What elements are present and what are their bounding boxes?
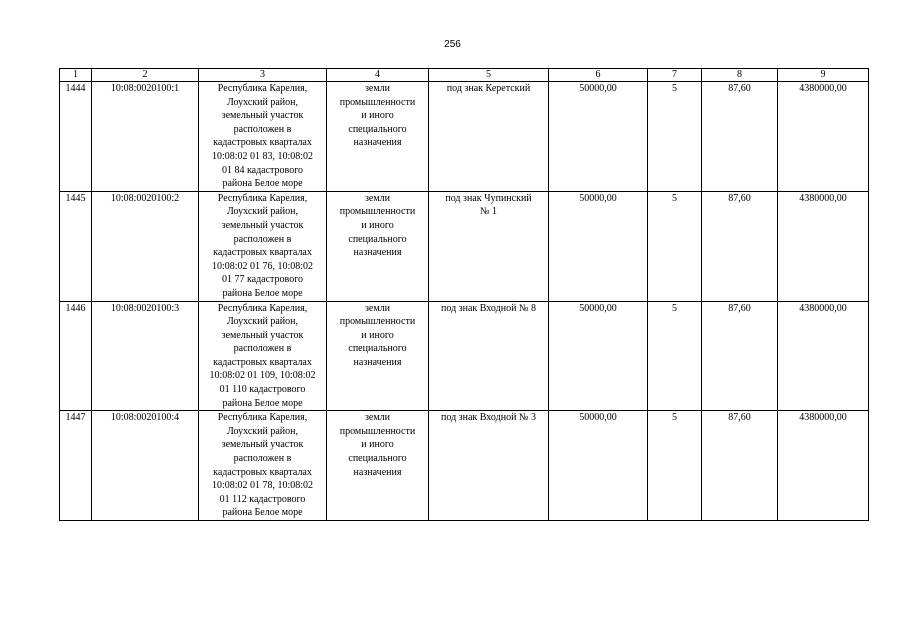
land-category-cell: земли промышленности и иного специального назначения — [327, 82, 429, 192]
table-row — [60, 411, 869, 521]
purpose-cell: под знак Входной № 8 — [429, 301, 549, 411]
table-row — [60, 301, 869, 411]
header-row — [60, 69, 869, 82]
page-number: 256 — [444, 39, 461, 50]
value-cell: 4380000,00 — [778, 301, 869, 411]
table-row — [60, 82, 869, 192]
column-header: 8 — [702, 69, 778, 82]
location-cell: Республика Карелия, Лоухский район, земельный участок расположен в кадастровых кварталах 10:08:02 01 109, 10:08:02 01 110 кадастрового района Белое море — [199, 301, 327, 411]
table-row — [60, 191, 869, 301]
purpose-cell: под знак Чупинский № 1 — [429, 191, 549, 301]
land-category-cell: земли промышленности и иного специального назначения — [327, 411, 429, 521]
location-cell: Республика Карелия, Лоухский район, земельный участок расположен в кадастровых кварталах 10:08:02 01 83, 10:08:02 01 84 кадастрового района Белое море — [199, 82, 327, 192]
area-cell: 50000,00 — [549, 191, 648, 301]
value-cell: 4380000,00 — [778, 82, 869, 192]
land-category-cell: земли промышленности и иного специального назначения — [327, 301, 429, 411]
purpose-cell: под знак Керетский — [429, 82, 549, 192]
coefficient-cell: 87,60 — [702, 82, 778, 192]
column-header: 2 — [92, 69, 199, 82]
area-cell: 50000,00 — [549, 82, 648, 192]
column-header: 6 — [549, 69, 648, 82]
rate-cell: 5 — [648, 191, 702, 301]
coefficient-cell: 87,60 — [702, 191, 778, 301]
row-number-cell: 1446 — [60, 301, 92, 411]
coefficient-cell: 87,60 — [702, 411, 778, 521]
location-cell: Республика Карелия, Лоухский район, земельный участок расположен в кадастровых кварталах 10:08:02 01 76, 10:08:02 01 77 кадастрового района Белое море — [199, 191, 327, 301]
column-header: 7 — [648, 69, 702, 82]
coefficient-cell: 87,60 — [702, 301, 778, 411]
value-cell: 4380000,00 — [778, 191, 869, 301]
area-cell: 50000,00 — [549, 411, 648, 521]
cadastral-number-cell: 10:08:0020100:1 — [92, 82, 199, 192]
row-number-cell: 1445 — [60, 191, 92, 301]
column-header: 1 — [60, 69, 92, 82]
cadastral-number-cell: 10:08:0020100:4 — [92, 411, 199, 521]
rate-cell: 5 — [648, 82, 702, 192]
value-cell: 4380000,00 — [778, 411, 869, 521]
column-header: 5 — [429, 69, 549, 82]
cadastral-number-cell: 10:08:0020100:2 — [92, 191, 199, 301]
column-header: 3 — [199, 69, 327, 82]
area-cell: 50000,00 — [549, 301, 648, 411]
land-category-cell: земли промышленности и иного специального назначения — [327, 191, 429, 301]
row-number-cell: 1444 — [60, 82, 92, 192]
land-plot-table — [59, 68, 869, 521]
cadastral-number-cell: 10:08:0020100:3 — [92, 301, 199, 411]
column-header: 9 — [778, 69, 869, 82]
rate-cell: 5 — [648, 411, 702, 521]
location-cell: Республика Карелия, Лоухский район, земельный участок расположен в кадастровых кварталах 10:08:02 01 78, 10:08:02 01 112 кадастрового района Белое море — [199, 411, 327, 521]
purpose-cell: под знак Входной № 3 — [429, 411, 549, 521]
column-header: 4 — [327, 69, 429, 82]
rate-cell: 5 — [648, 301, 702, 411]
row-number-cell: 1447 — [60, 411, 92, 521]
